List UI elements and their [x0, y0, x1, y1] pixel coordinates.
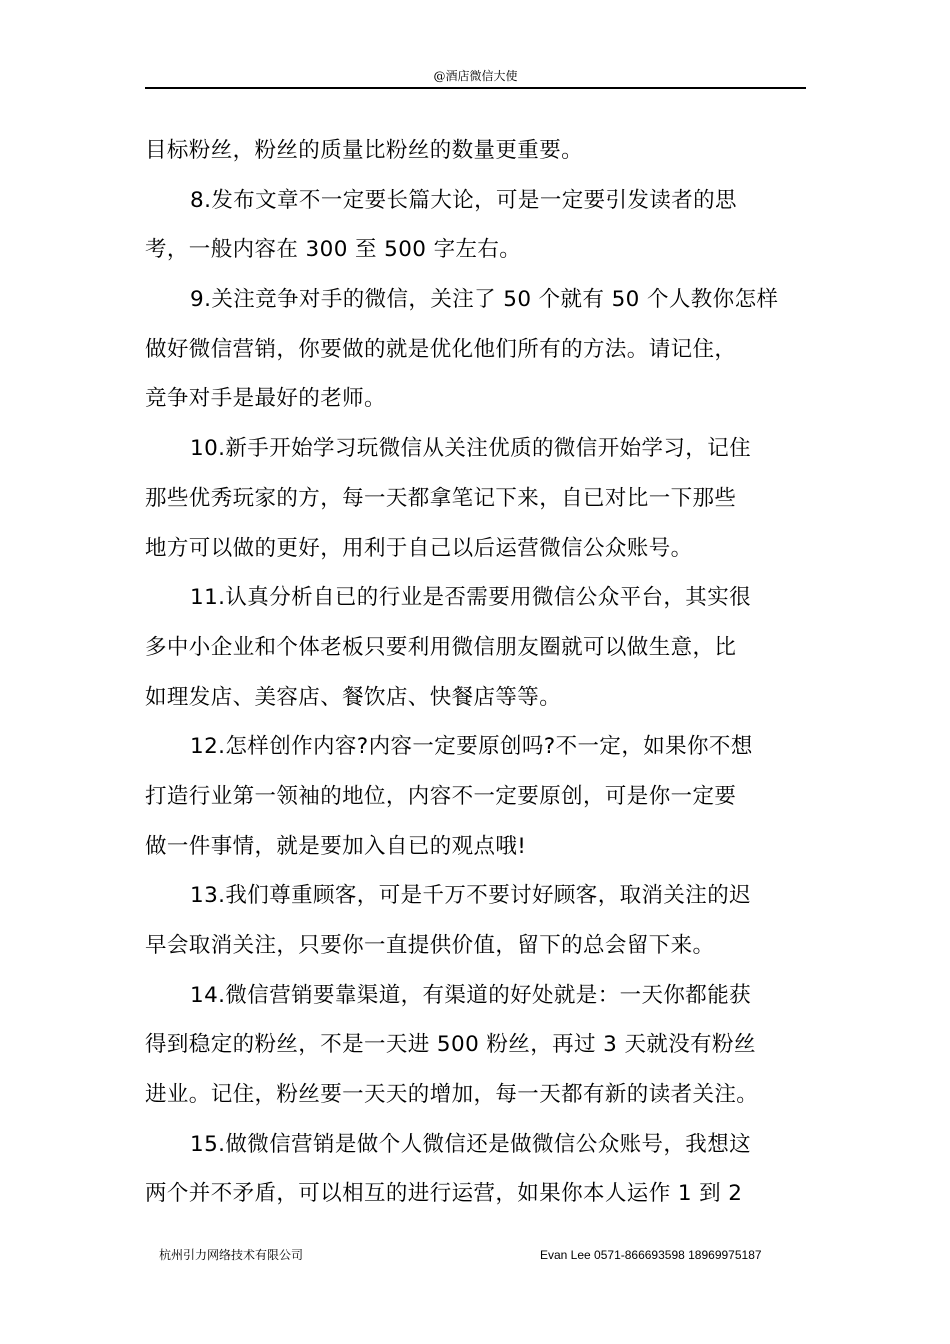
- paragraph: [145, 1120, 809, 1219]
- paragraph-line: 打造行业第一领袖的地位，内容不一定要原创，可是你一定要: [145, 783, 737, 809]
- paragraph-line: 竞争对手是最好的老师。: [145, 386, 386, 412]
- paragraph: [145, 275, 809, 424]
- paragraph: [145, 971, 809, 1120]
- paragraph-line: 12.怎样创作内容?内容一定要原创吗?不一定，如果你不想: [190, 734, 753, 760]
- paragraph-line: 8.发布文章不一定要长篇大论，可是一定要引发读者的思: [190, 187, 737, 213]
- paragraph-line: 得到稳定的粉丝，不是一天进 500 粉丝，再过 3 天就没有粉丝: [145, 1032, 756, 1058]
- paragraph: [145, 126, 809, 176]
- paragraph: [145, 871, 809, 970]
- document-body: [145, 126, 809, 1219]
- paragraph-line: 9.关注竞争对手的微信，关注了 50 个就有 50 个人教你怎样: [190, 287, 779, 313]
- footer-company: 杭州引力网络技术有限公司: [159, 1248, 304, 1262]
- paragraph: [145, 573, 809, 722]
- paragraph-line: 11.认真分析自已的行业是否需要用微信公众平台，其实很: [190, 585, 751, 611]
- paragraph: [145, 424, 809, 573]
- page-header-text: @酒店微信大使: [433, 69, 518, 83]
- paragraph-line: 早会取消关注，只要你一直提供价值，留下的总会留下来。: [145, 933, 715, 958]
- paragraph: [145, 722, 809, 871]
- paragraph-line: 两个并不矛盾，可以相互的进行运营，如果你本人运作 1 到 2: [145, 1181, 743, 1207]
- paragraph-line: 15.做微信营销是做个人微信还是做微信公众账号，我想这: [190, 1131, 751, 1157]
- paragraph-line: 目标粉丝，粉丝的质量比粉丝的数量更重要。: [145, 138, 584, 163]
- paragraph-line: 那些优秀玩家的方，每一天都拿笔记下来，自已对比一下那些: [145, 485, 737, 511]
- paragraph-line: 考，一般内容在 300 至 500 字左右。: [145, 237, 522, 263]
- paragraph-line: 10.新手开始学习玩微信从关注优质的微信开始学习，记住: [190, 436, 751, 462]
- paragraph: [145, 176, 809, 275]
- paragraph-line: 14.微信营销要靠渠道，有渠道的好处就是：一天你都能获: [190, 982, 751, 1008]
- paragraph-line: 多中小企业和个体老板只要利用微信朋友圈就可以做生意，比: [145, 634, 737, 660]
- page-footer: [145, 1247, 806, 1267]
- paragraph-line: 如理发店、美容店、餐饮店、快餐店等等。: [145, 684, 562, 710]
- paragraph-line: 做好微信营销，你要做的就是优化他们所有的方法。请记住，: [145, 336, 737, 362]
- header-divider: [145, 87, 806, 89]
- paragraph-line: 13.我们尊重顾客，可是千万不要讨好顾客，取消关注的迟: [190, 883, 751, 909]
- paragraph-line: 做一件事情，就是要加入自已的观点哦!: [145, 833, 527, 859]
- paragraph-line: 进业。记住，粉丝要一天天的增加，每一天都有新的读者关注。: [145, 1082, 759, 1108]
- paragraph-line: 地方可以做的更好，用利于自己以后运营微信公众账号。: [145, 535, 693, 561]
- footer-contact: Evan Lee 0571-866693598 18969975187: [540, 1248, 762, 1262]
